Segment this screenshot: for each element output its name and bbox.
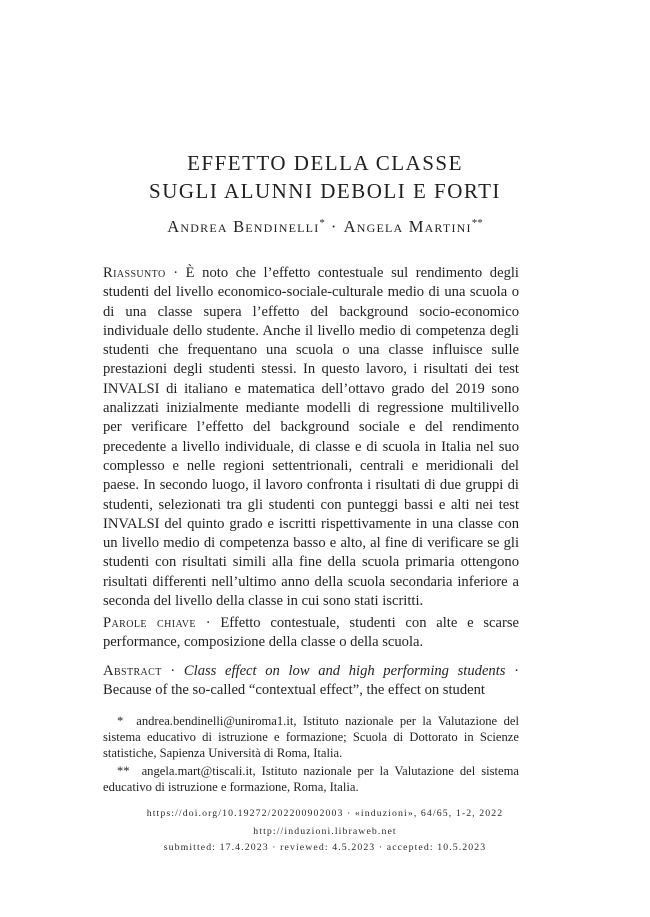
abstract-english-title: Class effect on low and high performing students — [183, 663, 506, 679]
footnote-2-mark: ** — [117, 764, 130, 778]
abstract-paragraph — [103, 662, 519, 701]
footnote-2 — [103, 763, 519, 795]
abstract-text: Because of the so-called “contextual effect”, the effect on student — [103, 682, 485, 699]
author-line — [0, 217, 650, 237]
author-separator: · — [330, 217, 338, 236]
article-title-line-2: SUGLI ALUNNI DEBOLI E FORTI — [149, 179, 501, 203]
parole-chiave-paragraph — [103, 614, 519, 653]
submission-dates-line: submitted: 17.4.2023 · reviewed: 4.5.2023 · accepted: 10.5.2023 — [163, 842, 487, 853]
author-1-name: Andrea Bendinelli — [167, 217, 320, 236]
doi-line: https://doi.org/10.19272/202200902003 · «induzioni», 64/65, 1-2, 2022 — [146, 808, 504, 819]
article-title-line-1: EFFETTO DELLA CLASSE — [187, 151, 463, 175]
riassunto-paragraph — [103, 264, 519, 611]
riassunto-label: Riassunto — [103, 265, 166, 281]
footnote-1 — [103, 713, 519, 761]
footnote-1-mark: * — [117, 714, 124, 728]
journal-website-line: http://induzioni.libraweb.net — [253, 826, 397, 837]
abstract-label: Abstract — [103, 663, 162, 679]
abstract-title-separator: · — [514, 663, 519, 679]
author-2-name: Angela Martini — [343, 217, 472, 236]
riassunto-text: È noto che l’effetto contestuale sul rendimento degli studenti del livello economico-sociale-culturale medio di una scuola o di una classe supera l’effetto del background socio-economico individuale dello studente. Anche il livello medio di competenza degli studenti che frequentano una scuola o una classe influisce sulle prestazioni degli studenti stessi. In questo lavoro, i risultati dei test INVALSI di italiano e matematica dell’ottavo grado del 2019 sono analizzati inizialmente mediante modelli di regressione multilivello per verificare l’effetto del background sociale e del rendimento precedente a livello individuale, di classe e di scuola in Italia nel suo complesso e nelle regioni settentrionali, centrali e meridionali del paese. In secondo luogo, il lavoro confronta i risultati di due gruppi di studenti, selezionati tra gli studenti con punteggi bassi e alti nei test INVALSI del quinto grado e iscritti rispettivamente in una classe con un livello medio di competenza basso e alto, al fine di verificare se gli studenti con risultati simili alla fine della scuola primaria ottengono risultati differenti nell’ultimo anno della scuola secondaria inferiore a seconda del livello della classe in cui sono stati iscritti. — [103, 265, 519, 610]
abstract-separator: · — [170, 663, 176, 679]
parole-chiave-separator: · — [205, 615, 211, 631]
footnotes — [103, 713, 519, 795]
footnote-2-text: angela.mart@tiscali.it, Istituto nazionale per la Valutazione del sistema educativo di istruzione e formazione, Roma, Italia. — [103, 764, 520, 794]
riassunto-separator: · — [173, 265, 179, 281]
author-2-footnote-mark: ** — [471, 217, 483, 229]
parole-chiave-text: Effetto contestuale, studenti con alte e scarse performance, composizione della classe o della scuola. — [103, 615, 519, 651]
footnote-1-text: andrea.bendinelli@uniroma1.it, Istituto nazionale per la Valutazione del sistema educativo di istruzione e formazione; Scuola di Dottorato in Scienze statistiche, Sapienza Università di Roma, Italia. — [103, 714, 520, 760]
parole-chiave-label: Parole chiave — [103, 615, 196, 631]
author-1-footnote-mark: * — [319, 217, 325, 229]
